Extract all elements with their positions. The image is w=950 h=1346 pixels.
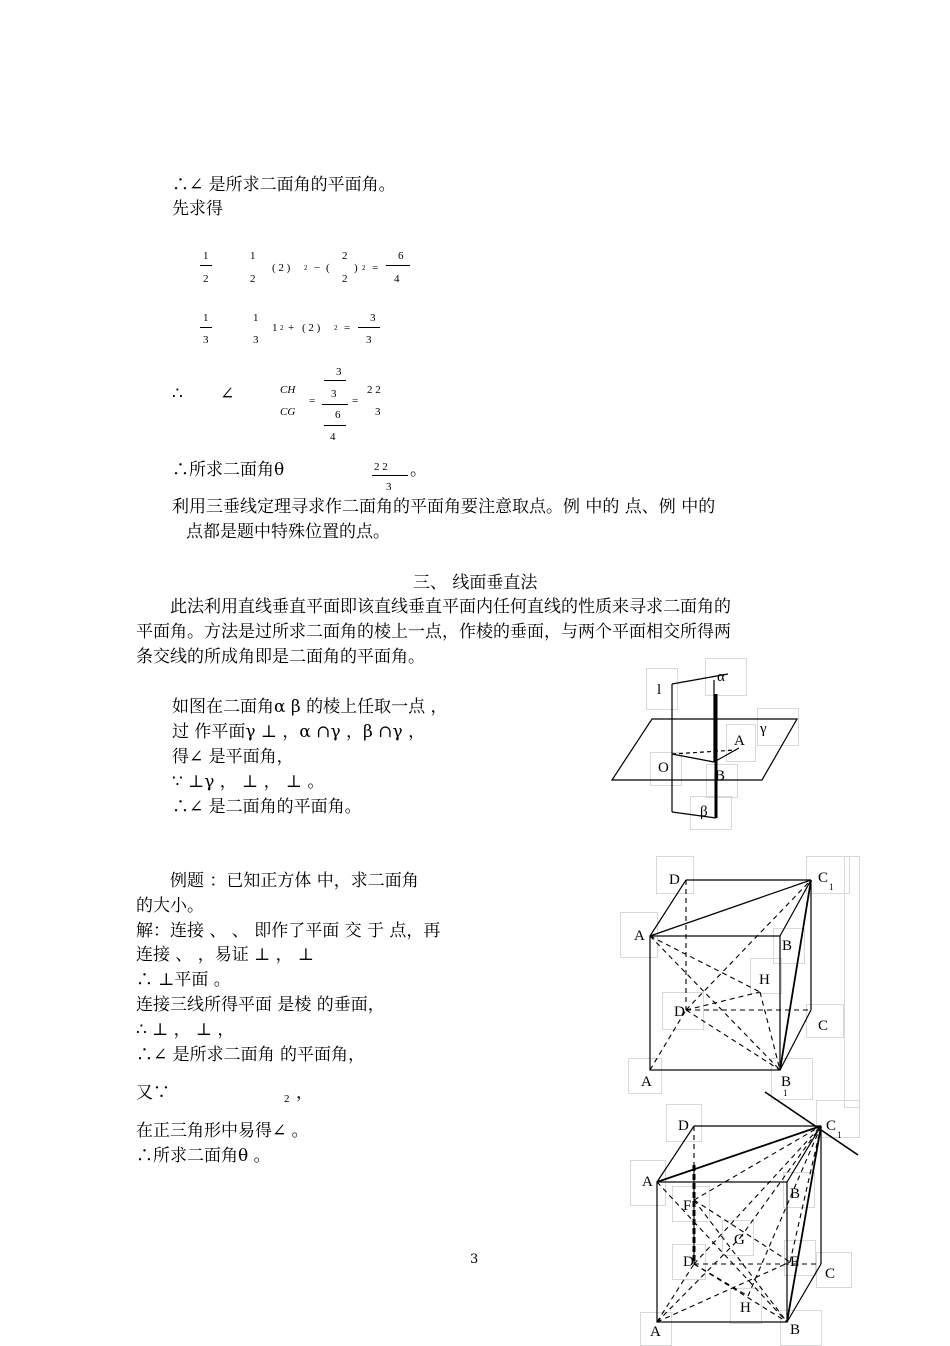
svg-text:F: F [683,1198,692,1214]
method-line-2: 过 作平面γ ⊥ ，α ∩γ ，β ∩γ ， [172,722,426,742]
svg-text:H: H [740,1300,751,1316]
example-line-1: 例题 ：已知正方体 中，求二面角 [170,871,419,891]
section-para-2: 平面角。方法是过所求二面角的棱上一点，作棱的垂面，与两个平面相交所得两 [136,622,731,642]
angle-3: ∠ [220,384,235,404]
svg-text:A: A [734,733,745,749]
svg-text:C: C [826,1118,837,1134]
example-line-9: 又∵ [136,1083,170,1103]
section-para-1: 此法利用直线垂直平面即该直线垂直平面内任何直线的性质来寻求二面角的 [170,597,731,617]
conclusion-line-1: ∴∠ 是所求二面角的平面角。 [172,175,396,195]
svg-text:D: D [669,872,680,888]
svg-text:α: α [717,669,725,685]
svg-text:A: A [650,1324,661,1340]
method-line-3: 得∠ 是平面角， [172,747,294,767]
example-line-4: 连接 、 ，易证 ⊥ ， ⊥ [136,945,314,965]
svg-text:B: B [715,768,726,784]
svg-text:D: D [674,1004,685,1020]
note-line-1: 利用三垂线定理寻求作二面角的平面角要注意取点。例 中的 点、例 中的 [172,497,716,517]
svg-text:G: G [734,1232,745,1248]
svg-text:A: A [642,1174,653,1190]
result-line: ∴所求二面角θ [172,460,285,480]
method-line-1: 如图在二面角α β 的棱上任取一点 ， [172,697,448,717]
svg-text:C: C [825,1266,836,1282]
svg-text:l: l [657,682,662,698]
svg-text:B: B [790,1322,801,1338]
svg-text:C: C [818,870,829,886]
example-line-10: 在正三角形中易得∠ 。 [136,1121,309,1141]
svg-text:B: B [781,1074,792,1090]
example-line-9-sub: 2 [284,1093,290,1105]
svg-text:A: A [634,928,645,944]
example-line-3: 解：连接 、 、 即作了平面 交 于 点，再 [136,921,441,941]
svg-text:B: B [782,938,793,954]
example-line-8: ∴∠ 是所求二面角 的平面角， [136,1045,366,1065]
note-line-2: 点都是题中特殊位置的点。 [186,522,390,542]
method-line-4: ∵ ⊥γ ， ⊥ ， ⊥ 。 [172,772,325,792]
svg-text:1: 1 [837,1130,842,1140]
example-line-7: ∴ ⊥ ， ⊥ ， [136,1020,235,1040]
page-number: 3 [470,1252,479,1267]
therefore-3: ∴ [172,384,183,404]
svg-text:B: B [790,1186,801,1202]
section-title: 三、 线面垂直法 [413,573,538,593]
svg-text:D: D [683,1254,694,1270]
example-line-5: ∴ ⊥平面 。 [136,970,231,990]
result-line-end: 。 [410,460,427,480]
method-line-5: ∴∠ 是二面角的平面角。 [172,797,362,817]
svg-text:β: β [700,804,708,820]
svg-text:H: H [759,972,770,988]
example-line-9-end: ， [296,1083,313,1103]
first-find-line: 先求得 [172,199,223,219]
svg-text:D: D [678,1118,689,1134]
example-line-6: 连接三线所得平面 是棱 的垂面， [136,995,385,1015]
section-para-3: 条交线的所成角即是二面角的平面角。 [136,647,425,667]
svg-text:1: 1 [829,882,834,892]
svg-text:O: O [658,760,669,776]
svg-text:A: A [641,1074,652,1090]
svg-text:1: 1 [783,1088,788,1098]
svg-text:E: E [790,1254,800,1270]
example-line-2: 的大小。 [136,896,204,916]
example-line-11: ∴所求二面角θ 。 [136,1146,271,1166]
svg-text:C: C [818,1018,829,1034]
svg-text:γ: γ [760,721,767,737]
